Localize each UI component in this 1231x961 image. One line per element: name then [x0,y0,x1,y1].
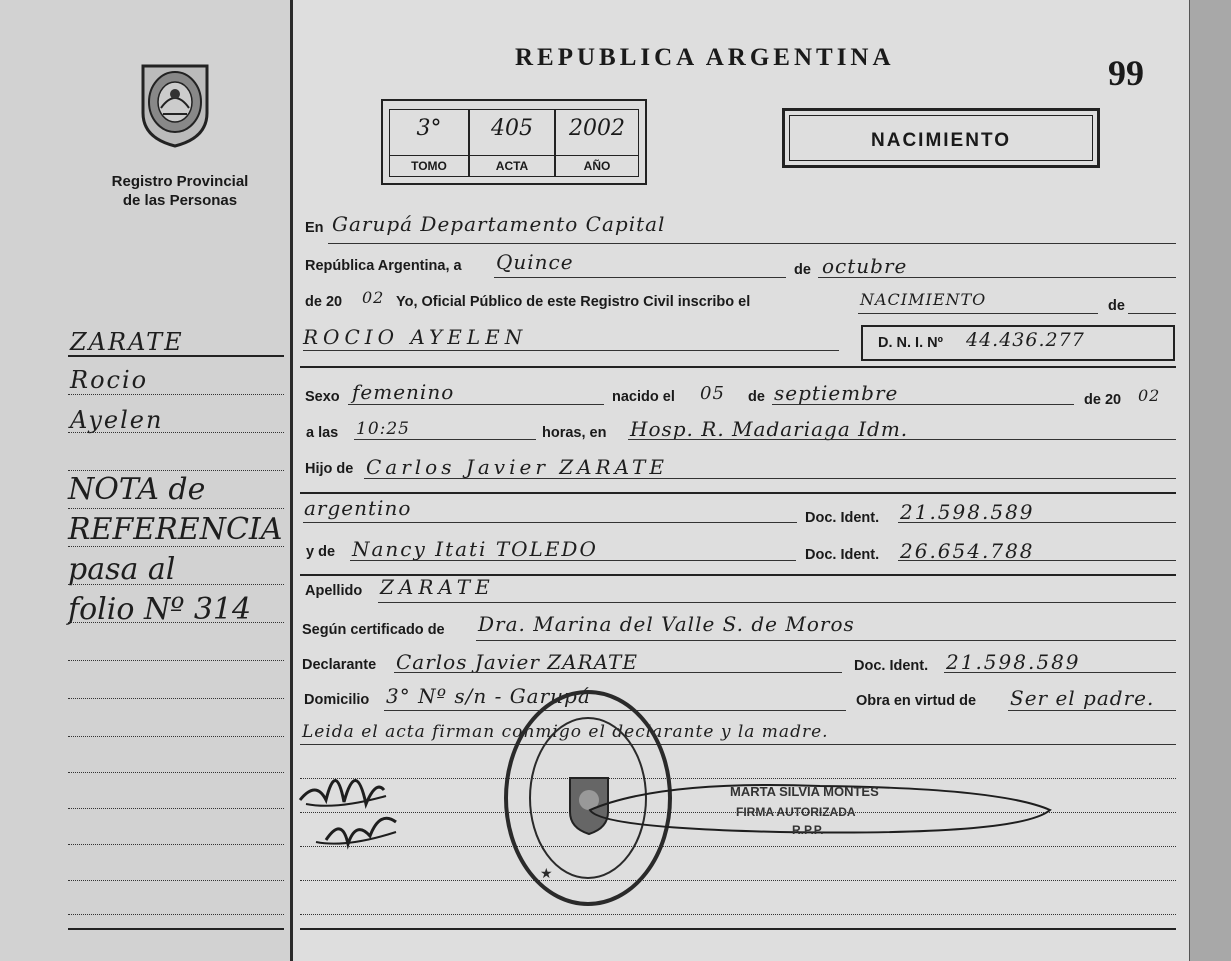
reference-note [68,470,288,630]
event-value: NACIMIENTO [860,290,987,309]
sexo-label: Sexo [305,389,340,405]
inscribo-label: Yo, Oficial Público de este Registro Civil inscribo el [396,294,751,310]
reference-note-line1: NOTA de [68,472,206,507]
mother-doc: 26.654.788 [900,539,1035,563]
form-rule [1008,710,1176,711]
horas-label: horas, en [542,425,607,441]
birth-year: 02 [1138,386,1161,405]
form-rule [300,366,1176,368]
reference-note-line2: REFERENCIA [68,512,283,547]
declarante-label: Declarante [302,657,377,673]
father-name: Carlos Javier ZARATE [366,455,668,479]
country-title: REPUBLICA ARGENTINA [515,44,895,71]
margin-rule [68,660,284,661]
stamp-sig-title: FIRMA AUTORIZADA [736,805,856,819]
authorized-signature-stamp [580,770,1060,840]
form-rule [303,522,797,523]
form-rule [328,243,1176,244]
form-rule [494,277,786,278]
form-rule [350,560,796,561]
form-rule [300,928,1176,930]
margin-rule [68,772,284,773]
segun-label: Según certificado de [302,622,445,638]
margin-surname: ZARATE [70,328,184,356]
form-rule [1128,313,1176,314]
form-rule [354,439,536,440]
reference-note-line3: pasa al [68,552,176,587]
form-rule [303,350,839,351]
margin-rule [68,584,284,585]
tomo-label: TOMO [390,155,468,176]
margin-rule [68,808,284,809]
book-reference-box [381,99,647,185]
form-rule [300,880,1176,881]
form-rule [300,914,1176,915]
event-type-label: NACIMIENTO [789,115,1093,161]
form-rule [394,672,842,673]
yde-label: y de [306,544,336,560]
birth-place: Hosp. R. Madariaga Idm. [630,417,909,441]
a-las-label: a las [306,425,339,441]
day-value: Quince [496,250,574,274]
form-rule [818,277,1176,278]
nacido-label: nacido el [612,389,675,405]
registry-name [70,172,290,210]
dni-label: D. N. I. Nº [878,335,943,351]
margin-name1: Rocio [70,366,149,394]
margin-rule [68,880,284,881]
de2-label: de [1108,298,1125,314]
obra-value: Ser el padre. [1010,686,1155,710]
year-prefix-label: de 20 [305,294,343,310]
dni-value: 44.436.277 [966,329,1085,351]
ano-label: AÑO [556,155,638,176]
column-divider [290,0,293,961]
form-rule [858,313,1098,314]
acta-label: ACTA [470,155,554,176]
given-names: ROCIO AYELEN [303,325,528,349]
page-edge [1190,0,1231,961]
form-rule [300,744,1176,745]
en-label: En [305,220,324,236]
form-rule [300,492,1176,494]
month-value: octubre [822,254,908,278]
form-rule [898,522,1176,523]
margin-name2: Ayelen [70,406,164,434]
registry-name-line1: Registro Provincial [111,173,249,190]
stamp-sig-org: R.P.P. [792,823,824,837]
birth-de-label: de [748,389,765,405]
margin-rule [68,622,284,623]
father-doc-label: Doc. Ident. [805,510,880,526]
svg-text:★: ★ [540,865,553,881]
certificado-value: Dra. Marina del Valle S. de Moros [478,612,855,636]
form-rule [348,404,604,405]
registry-name-line2: de las Personas [122,192,238,209]
year-value: 02 [362,288,385,307]
margin-rule [68,546,284,547]
coat-of-arms-icon [135,58,215,148]
folio-number: 99 [1108,53,1144,93]
en-value: Garupá Departamento Capital [332,212,666,236]
form-rule [898,560,1176,561]
acta-cell [469,109,555,177]
leida-value: Leida el acta firman conmigo el declarante y la madre. [302,722,829,742]
birth-month: septiembre [774,381,899,405]
declarante-doc-label: Doc. Ident. [854,658,929,674]
tomo-cell [389,109,469,177]
form-rule [378,602,1176,603]
declarante-doc: 21.598.589 [946,650,1081,674]
apellido-label: Apellido [305,583,363,599]
acta-value: 405 [491,116,533,141]
domicilio-value: 3° Nº s/n - Garupá [386,684,591,708]
margin-rule [68,736,284,737]
margin-rule [68,698,284,699]
stamp-sig-name: MARTA SILVIA MONTES [730,784,879,799]
form-rule [772,404,1074,405]
tomo-value: 3° [416,116,442,141]
apellido-value: ZARATE [380,575,495,599]
form-rule [628,439,1176,440]
event-type-box [782,108,1100,168]
form-rule [300,846,1176,847]
declarante-value: Carlos Javier ZARATE [396,650,638,674]
month-de-label: de [794,262,811,278]
father-doc: 21.598.589 [900,500,1035,524]
mother-name: Nancy Itati TOLEDO [352,537,598,561]
father-nationality: argentino [304,496,412,520]
form-rule [476,640,1176,641]
margin-rule [68,508,284,509]
margin-rule [68,914,284,915]
sexo-value: femenino [352,380,455,404]
obra-label: Obra en virtud de [856,693,977,709]
republica-label: República Argentina, a [305,258,462,274]
birth-time: 10:25 [356,419,410,439]
domicilio-label: Domicilio [304,692,370,708]
hijo-label: Hijo de [305,461,354,477]
margin-rule [68,394,284,395]
reference-note-line4: folio Nº 314 [68,592,252,627]
margin-rule [68,432,284,433]
form-rule [944,672,1176,673]
margin-rule [68,844,284,845]
mother-doc-label: Doc. Ident. [805,547,880,563]
birth-day: 05 [700,383,725,404]
declarant-signatures [296,740,416,860]
ano-cell [555,109,639,177]
margin-rule [68,928,284,930]
form-rule [364,478,1176,479]
birth-year-prefix: de 20 [1084,392,1122,408]
ano-value: 2002 [569,116,625,141]
